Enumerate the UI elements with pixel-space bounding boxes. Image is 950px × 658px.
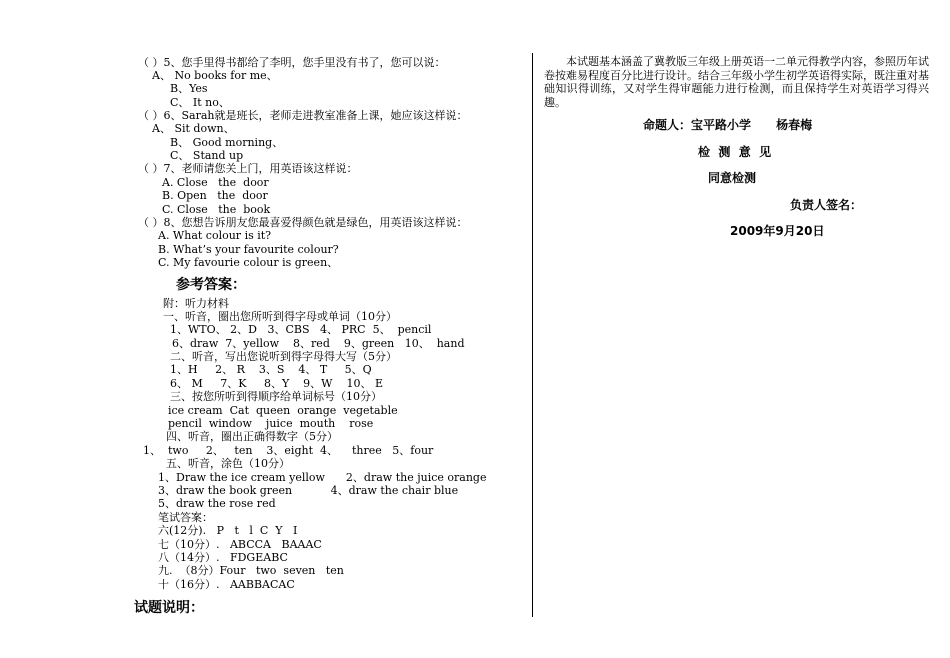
written-answers-label: 笔试答案： [158,511,213,524]
question-7: （ ）7、老师请您关上门，用英语该这样说： [138,162,358,175]
answer-line: 1、H 2、 R 3、S 4、 T 5、Q [170,363,372,376]
notes-heading: 试题说明： [134,600,204,616]
test-description: 本试题基本涵盖了冀教版三年级上册英语一二单元得教学内容，参照历年试卷按难易程度百分比进行设计。结合三年级小学生初学英语得实际，既注重对基础知识得训练，又对学生得审题能力进行检测，而且保持学生对英语学习得兴趣。 [544,55,929,109]
answer-line: 1、WTO、 2、D 3、CBS 4、 PRC 5、 pencil [170,323,432,336]
q7-option-b: B. Open the door [162,189,268,202]
author-line: 命题人：宝平路小学 杨春梅 [643,118,813,132]
answer-section-2: 二、听音，写出您说听到得字母得大写（5分） [170,350,397,363]
column-divider [532,53,533,617]
signature-label: 负责人签名： [790,198,863,212]
answer-line: 九. （8分）Four two seven ten [158,564,344,577]
q5-option-c: C、 It no、 [170,96,230,109]
question-8: （ ）8、您想告诉朋友您最喜爱得颜色就是绿色，用英语该这样说： [138,216,468,229]
answer-section-5: 五、听音，涂色（10分） [166,457,290,470]
q5-option-b: B、Yes [170,82,208,95]
q6-option-c: C、 Stand up [170,149,244,162]
q8-option-a: A. What colour is it? [158,229,272,242]
answer-line: 6、draw 7、yellow 8、red 9、green 10、 hand [172,337,465,350]
question-5: （ ）5、您手里得书都给了李明，您手里没有书了，您可以说： [138,56,446,69]
answer-section-1: 一、听音，圈出您所听到得字母或单词（10分） [163,310,397,323]
answers-heading: 参考答案： [176,277,246,293]
date: 2009年9月20日 [730,224,825,238]
answer-line: 1、 two 2、 ten 3、eight 4、 three 5、four [143,444,434,457]
q8-option-b: B. What’s your favourite colour? [158,243,339,256]
answer-line: 3、draw the book green 4、draw the chair blue [158,484,459,497]
q7-option-c: C. Close the book [162,203,271,216]
q7-option-a: A. Close the door [162,176,269,189]
answer-line: 八（14分）. FDGEABC [158,551,288,564]
listening-material-label: 附：听力材料 [163,297,229,310]
answer-line: 六(12分). P t l C Y I [158,524,298,537]
q6-option-a: A、 Sit down、 [152,122,235,135]
answer-line: 1、Draw the ice cream yellow 2、draw the juice orange [158,471,487,484]
q5-option-a: A、 No books for me、 [152,69,278,82]
answer-section-4: 四、听音，圈出正确得数字（5分） [166,430,338,443]
q8-option-c: C. My favourie colour is green、 [158,256,339,269]
answer-line: 6、 M 7、K 8、Y 9、W 10、 E [170,377,384,390]
answer-line: pencil window juice mouth rose [168,417,374,430]
review-result: 同意检测 [708,171,757,185]
review-title: 检 测 意 见 [698,145,772,159]
answer-section-3: 三、按您所听到得顺序给单词标号（10分） [170,390,382,403]
answer-line: ice cream Cat queen orange vegetable [168,404,398,417]
answer-line: 5、draw the rose red [158,497,276,510]
q6-option-b: B、 Good morning、 [170,136,284,149]
answer-line: 七（10分）. ABCCA BAAAC [158,538,322,551]
answer-line: 十（16分）. AABBACAC [158,578,295,591]
question-6: （ ）6、Sarah就是班长，老师走进教室准备上课，她应该这样说： [138,109,468,122]
